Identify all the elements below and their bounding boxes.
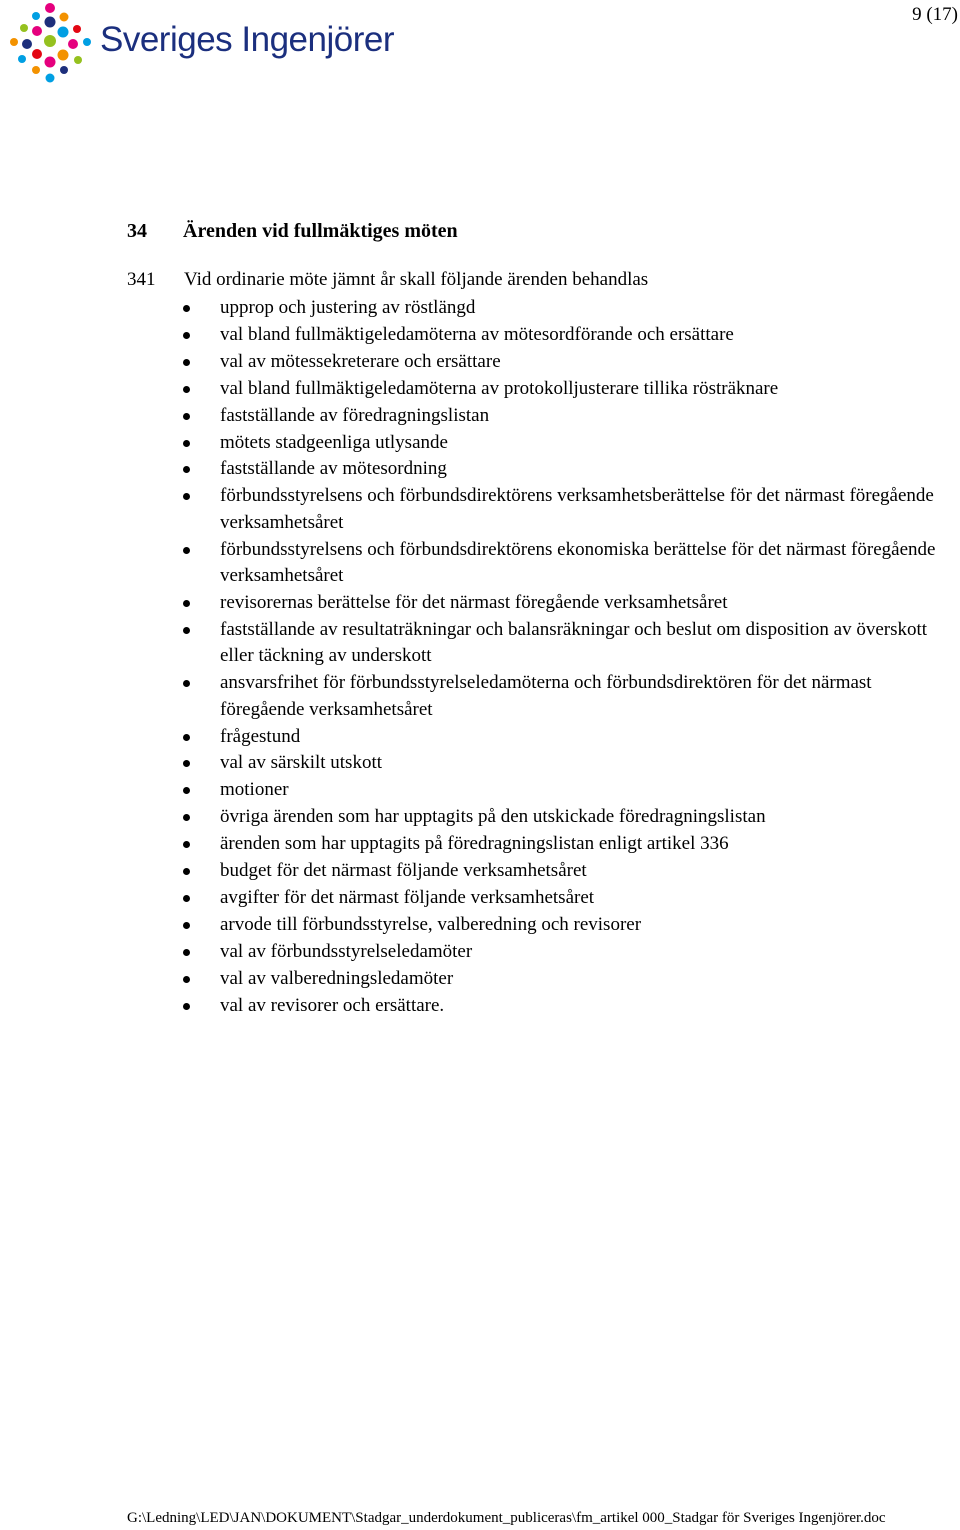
- list-item-text: val av valberedningsledamöter: [220, 967, 454, 989]
- bullet-icon: [183, 386, 190, 393]
- list-item: [181, 430, 956, 456]
- logo-text: Sveriges Ingenjörer: [100, 20, 394, 59]
- list-item-text: mötets stadgeenliga utlysande: [220, 431, 448, 453]
- list-item: [181, 322, 956, 348]
- list-item: [181, 295, 956, 321]
- list-item: [181, 376, 956, 402]
- list-item: [181, 939, 956, 965]
- list-item: [181, 590, 956, 616]
- list-item-text: val av mötessekreterare och ersättare: [220, 350, 501, 372]
- list-item-text: upprop och justering av röstlängd: [220, 297, 476, 318]
- bullet-icon: [183, 787, 190, 794]
- bullet-icon: [183, 1003, 190, 1010]
- bullet-icon: [183, 949, 190, 956]
- bullet-icon: [183, 332, 190, 339]
- list-item-text: val av särskilt utskott: [220, 752, 383, 774]
- list-item-text: fastställande av resultaträkningar och balansräkningar och beslut om disposition av överskott eller täckning av underskott: [220, 618, 928, 667]
- bullet-icon: [183, 600, 190, 607]
- bullet-icon: [183, 547, 190, 554]
- bullet-icon: [183, 841, 190, 848]
- list-item-text: motioner: [220, 779, 289, 801]
- list-item: [181, 858, 956, 884]
- logo-dots-icon: [6, 2, 98, 84]
- list-item: [181, 670, 956, 723]
- footer-file-path: G:\Ledning\LED\JAN\DOKUMENT\Stadgar_underdokument_publiceras\fm_artikel 000_Stadgar för Sveriges Ingenjörer.doc: [127, 1510, 886, 1526]
- list-item: [181, 993, 956, 1019]
- list-item-text: förbundsstyrelsens och förbundsdirektörens ekonomiska berättelse för det närmast föregående verksamhetsåret: [220, 538, 936, 587]
- list-item: [181, 349, 956, 375]
- bullet-icon: [183, 413, 190, 420]
- list-item: [181, 724, 956, 750]
- list-item: [181, 403, 956, 429]
- list-item: [181, 537, 956, 590]
- list-item-text: fastställande av mötesordning: [220, 458, 447, 480]
- list-item-text: val bland fullmäktigeledamöterna av mötesordförande och ersättare: [220, 323, 734, 345]
- list-item-text: förbundsstyrelsens och förbundsdirektörens verksamhetsberättelse för det närmast föregående verksamhetsåret: [220, 485, 934, 533]
- list-item-text: arvode till förbundsstyrelse, valberedning och revisorer: [220, 913, 642, 935]
- list-item-text: val av förbundsstyrelseledamöter: [220, 940, 473, 962]
- list-item: [181, 777, 956, 803]
- list-item: [181, 912, 956, 938]
- list-item-text: val bland fullmäktigeledamöterna av protokolljusterare tillika rösträknare: [220, 377, 779, 399]
- list-item: [181, 617, 956, 670]
- list-item: [181, 966, 956, 992]
- bullet-icon: [183, 760, 190, 767]
- agenda-item-list: [181, 295, 956, 1019]
- page-number: 9 (17): [912, 4, 958, 25]
- bullet-icon: [183, 359, 190, 366]
- paragraph-text: Vid ordinarie möte jämnt år skall följande ärenden behandlas: [184, 269, 649, 290]
- list-item-text: ansvarsfrihet för förbundsstyrelseledamöterna och förbundsdirektören för det närmast föregående verksamhetsåret: [220, 672, 872, 720]
- list-item: [181, 885, 956, 911]
- list-item-text: budget för det närmast följande verksamhetsåret: [220, 860, 587, 882]
- list-item-text: revisorernas berättelse för det närmast föregående verksamhetsåret: [220, 591, 728, 613]
- list-item: [181, 804, 956, 830]
- bullet-icon: [183, 734, 190, 741]
- bullet-icon: [183, 493, 190, 500]
- list-item-text: fastställande av föredragningslistan: [220, 404, 490, 426]
- list-item: [181, 483, 956, 536]
- bullet-icon: [183, 305, 190, 312]
- bullet-icon: [183, 680, 190, 687]
- bullet-icon: [183, 814, 190, 821]
- list-item: [181, 831, 956, 857]
- section-heading: [127, 220, 458, 243]
- section-title: Ärenden vid fullmäktiges möten: [183, 220, 458, 242]
- list-item: [181, 456, 956, 482]
- list-item-text: val av revisorer och ersättare.: [220, 994, 445, 1016]
- list-item-text: ärenden som har upptagits på föredragningslistan enligt artikel 336: [220, 833, 729, 855]
- sveriges-ingenjorer-logo: [6, 2, 406, 84]
- bullet-icon: [183, 895, 190, 902]
- paragraph-number: 341: [127, 269, 156, 290]
- paragraph-intro: [127, 269, 648, 291]
- section-number: 34: [127, 220, 147, 242]
- bullet-icon: [183, 976, 190, 983]
- list-item-text: avgifter för det närmast följande verksamhetsåret: [220, 886, 595, 908]
- list-item: [181, 750, 956, 776]
- bullet-icon: [183, 440, 190, 447]
- list-item-text: övriga ärenden som har upptagits på den utskickade föredragningslistan: [220, 806, 766, 828]
- bullet-icon: [183, 466, 190, 473]
- bullet-icon: [183, 922, 190, 929]
- bullet-icon: [183, 868, 190, 875]
- bullet-icon: [183, 627, 190, 634]
- list-item-text: frågestund: [220, 725, 301, 747]
